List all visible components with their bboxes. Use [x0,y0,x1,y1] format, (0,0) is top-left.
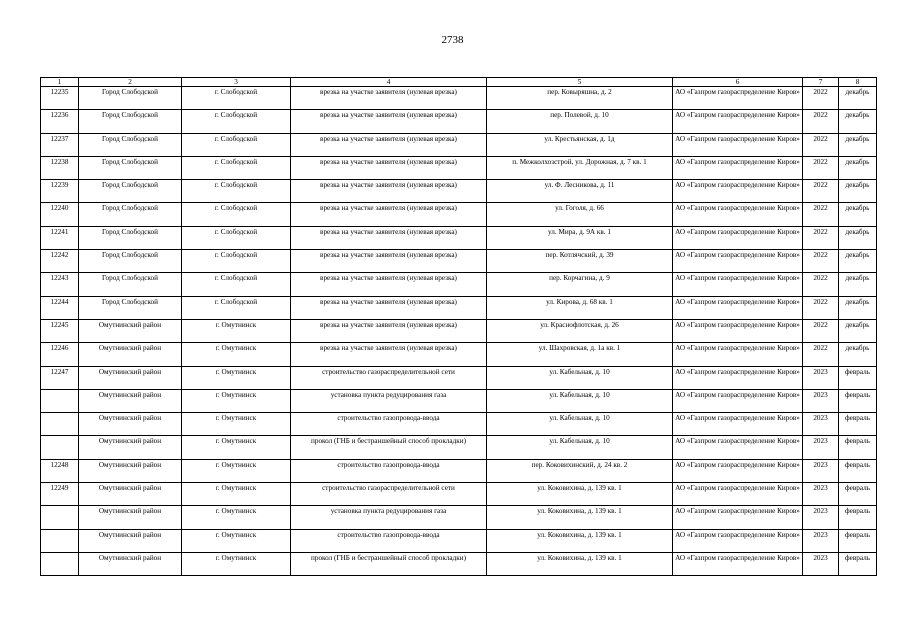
settlement-cell: г. Слободской [182,226,291,249]
organization-cell: АО «Газпром газораспределение Киров» [673,319,803,342]
month-cell: февраль [839,506,877,529]
organization-cell: АО «Газпром газораспределение Киров» [673,156,803,179]
column-number: 5 [487,78,673,87]
settlement-cell: г. Омутнинск [182,483,291,506]
table-row [41,87,877,110]
column-number: 6 [673,78,803,87]
organization-cell: АО «Газпром газораспределение Киров» [673,226,803,249]
municipality-cell: Город Слободской [79,133,182,156]
table-row [41,483,877,506]
settlement-cell: г. Омутнинск [182,459,291,482]
work-type-cell: установка пункта редуцирования газа [291,506,487,529]
municipality-cell: Город Слободской [79,250,182,273]
organization-cell: АО «Газпром газораспределение Киров» [673,110,803,133]
record-number-cell: 12239 [41,180,79,203]
year-cell: 2022 [803,156,839,179]
year-cell: 2022 [803,133,839,156]
record-number-cell [41,436,79,459]
table-row [41,273,877,296]
column-number: 1 [41,78,79,87]
municipality-cell: Омутнинский район [79,552,182,575]
table-row [41,296,877,319]
address-cell: пер. Корчагина, д. 9 [487,273,673,296]
column-number: 7 [803,78,839,87]
work-type-cell: врезка на участке заявителя (нулевая врезка) [291,110,487,133]
organization-cell: АО «Газпром газораспределение Киров» [673,87,803,110]
settlement-cell: г. Слободской [182,250,291,273]
organization-cell: АО «Газпром газораспределение Киров» [673,436,803,459]
year-cell: 2022 [803,203,839,226]
month-cell: февраль [839,366,877,389]
table-row [41,529,877,552]
municipality-cell: Город Слободской [79,273,182,296]
work-type-cell: строительство газопровода-ввода [291,459,487,482]
table-row [41,110,877,133]
record-number-cell: 12247 [41,366,79,389]
column-number: 2 [79,78,182,87]
month-cell: февраль [839,552,877,575]
address-cell: ул. Кабельная, д. 10 [487,366,673,389]
page-number: 2738 [441,34,464,46]
table-row [41,459,877,482]
municipality-cell: Город Слободской [79,296,182,319]
year-cell: 2022 [803,250,839,273]
municipality-cell: Омутнинский район [79,319,182,342]
month-cell: декабрь [839,133,877,156]
record-number-cell [41,529,79,552]
settlement-cell: г. Слободской [182,273,291,296]
work-type-cell: врезка на участке заявителя (нулевая врезка) [291,319,487,342]
table-row [41,250,877,273]
table-row [41,133,877,156]
settlement-cell: г. Слободской [182,133,291,156]
address-cell: ул. Коковихина, д. 139 кв. 1 [487,529,673,552]
register-table [40,77,877,576]
settlement-cell: г. Слободской [182,87,291,110]
year-cell: 2022 [803,273,839,296]
year-cell: 2022 [803,319,839,342]
year-cell: 2022 [803,180,839,203]
year-cell: 2022 [803,87,839,110]
settlement-cell: г. Омутнинск [182,389,291,412]
year-cell: 2022 [803,110,839,133]
record-number-cell: 12237 [41,133,79,156]
record-number-cell: 12249 [41,483,79,506]
settlement-cell: г. Слободской [182,180,291,203]
month-cell: декабрь [839,226,877,249]
work-type-cell: врезка на участке заявителя (нулевая врезка) [291,226,487,249]
record-number-cell: 12238 [41,156,79,179]
address-cell: ул. Шахровская, д. 1а кв. 1 [487,343,673,366]
settlement-cell: г. Омутнинск [182,319,291,342]
address-cell: ул. Краснофлотская, д. 26 [487,319,673,342]
organization-cell: АО «Газпром газораспределение Киров» [673,180,803,203]
address-cell: пер. Коковихинский, д. 24 кв. 2 [487,459,673,482]
organization-cell: АО «Газпром газораспределение Киров» [673,273,803,296]
table-row [41,552,877,575]
record-number-cell: 12236 [41,110,79,133]
year-cell: 2023 [803,436,839,459]
record-number-cell: 12242 [41,250,79,273]
table-row [41,436,877,459]
record-number-cell: 12245 [41,319,79,342]
record-number-cell [41,552,79,575]
settlement-cell: г. Слободской [182,156,291,179]
month-cell: февраль [839,389,877,412]
work-type-cell: врезка на участке заявителя (нулевая врезка) [291,343,487,366]
address-cell: ул. Кабельная, д. 10 [487,389,673,412]
work-type-cell: врезка на участке заявителя (нулевая врезка) [291,296,487,319]
year-cell: 2023 [803,483,839,506]
settlement-cell: г. Омутнинск [182,552,291,575]
municipality-cell: Омутнинский район [79,506,182,529]
record-number-cell: 12248 [41,459,79,482]
organization-cell: АО «Газпром газораспределение Киров» [673,133,803,156]
address-cell: ул. Ф. Лесникова, д. 11 [487,180,673,203]
column-number: 4 [291,78,487,87]
municipality-cell: Омутнинский район [79,366,182,389]
record-number-cell: 12243 [41,273,79,296]
address-cell: пер. Ковыряшна, д. 2 [487,87,673,110]
organization-cell: АО «Газпром газораспределение Киров» [673,296,803,319]
record-number-cell: 12240 [41,203,79,226]
month-cell: декабрь [839,87,877,110]
month-cell: декабрь [839,203,877,226]
address-cell: ул. Кабельная, д. 10 [487,413,673,436]
year-cell: 2023 [803,389,839,412]
month-cell: февраль [839,459,877,482]
work-type-cell: врезка на участке заявителя (нулевая врезка) [291,203,487,226]
settlement-cell: г. Слободской [182,110,291,133]
year-cell: 2022 [803,343,839,366]
organization-cell: АО «Газпром газораспределение Киров» [673,506,803,529]
month-cell: февраль [839,483,877,506]
organization-cell: АО «Газпром газораспределение Киров» [673,413,803,436]
month-cell: февраль [839,413,877,436]
address-cell: ул. Гоголя, д. 66 [487,203,673,226]
work-type-cell: прокол (ГНБ и бестраншейный способ прокладки) [291,436,487,459]
municipality-cell: Омутнинский район [79,413,182,436]
settlement-cell: г. Омутнинск [182,529,291,552]
table-row [41,389,877,412]
column-number-row [41,78,877,87]
municipality-cell: Омутнинский район [79,436,182,459]
municipality-cell: Омутнинский район [79,389,182,412]
work-type-cell: установка пункта редуцирования газа [291,389,487,412]
municipality-cell: Город Слободской [79,87,182,110]
address-cell: ул. Крестьянская, д. 1д [487,133,673,156]
municipality-cell: Омутнинский район [79,459,182,482]
organization-cell: АО «Газпром газораспределение Киров» [673,343,803,366]
work-type-cell: врезка на участке заявителя (нулевая врезка) [291,273,487,296]
month-cell: декабрь [839,250,877,273]
address-cell: ул. Коковихина, д. 139 кв. 1 [487,506,673,529]
table-row [41,413,877,436]
table-row [41,180,877,203]
municipality-cell: Омутнинский район [79,529,182,552]
month-cell: декабрь [839,319,877,342]
settlement-cell: г. Омутнинск [182,366,291,389]
register-table-body [41,78,877,576]
settlement-cell: г. Омутнинск [182,413,291,436]
work-type-cell: строительство газораспределительной сети [291,366,487,389]
address-cell: п. Межколхозстрой, ул. Дорожная, д. 7 кв. 1 [487,156,673,179]
table-row [41,156,877,179]
record-number-cell [41,413,79,436]
address-cell: пер. Котлячский, д. 39 [487,250,673,273]
organization-cell: АО «Газпром газораспределение Киров» [673,483,803,506]
address-cell: ул. Мира, д. 9А кв. 1 [487,226,673,249]
month-cell: декабрь [839,180,877,203]
work-type-cell: врезка на участке заявителя (нулевая врезка) [291,180,487,203]
table-row [41,319,877,342]
year-cell: 2022 [803,296,839,319]
table-row [41,343,877,366]
organization-cell: АО «Газпром газораспределение Киров» [673,529,803,552]
month-cell: декабрь [839,273,877,296]
year-cell: 2023 [803,552,839,575]
year-cell: 2023 [803,366,839,389]
month-cell: февраль [839,529,877,552]
table-row [41,366,877,389]
month-cell: февраль [839,436,877,459]
address-cell: пер. Полевой, д. 10 [487,110,673,133]
settlement-cell: г. Слободской [182,203,291,226]
municipality-cell: Город Слободской [79,203,182,226]
work-type-cell: врезка на участке заявителя (нулевая врезка) [291,156,487,179]
work-type-cell: строительство газопровода-ввода [291,413,487,436]
organization-cell: АО «Газпром газораспределение Киров» [673,203,803,226]
record-number-cell: 12235 [41,87,79,110]
municipality-cell: Город Слободской [79,110,182,133]
organization-cell: АО «Газпром газораспределение Киров» [673,389,803,412]
work-type-cell: строительство газопровода-ввода [291,529,487,552]
record-number-cell: 12241 [41,226,79,249]
work-type-cell: врезка на участке заявителя (нулевая врезка) [291,133,487,156]
municipality-cell: Город Слободской [79,156,182,179]
column-number: 8 [839,78,877,87]
record-number-cell: 12246 [41,343,79,366]
work-type-cell: врезка на участке заявителя (нулевая врезка) [291,87,487,110]
address-cell: ул. Кабельная, д. 10 [487,436,673,459]
settlement-cell: г. Омутнинск [182,343,291,366]
month-cell: декабрь [839,296,877,319]
month-cell: декабрь [839,110,877,133]
table-row [41,226,877,249]
address-cell: ул. Кирова, д. 68 кв. 1 [487,296,673,319]
column-number: 3 [182,78,291,87]
table-row [41,203,877,226]
work-type-cell: строительство газораспределительной сети [291,483,487,506]
settlement-cell: г. Омутнинск [182,506,291,529]
organization-cell: АО «Газпром газораспределение Киров» [673,459,803,482]
organization-cell: АО «Газпром газораспределение Киров» [673,250,803,273]
municipality-cell: Город Слободской [79,180,182,203]
year-cell: 2023 [803,506,839,529]
organization-cell: АО «Газпром газораспределение Киров» [673,366,803,389]
organization-cell: АО «Газпром газораспределение Киров» [673,552,803,575]
work-type-cell: прокол (ГНБ и бестраншейный способ прокладки) [291,552,487,575]
year-cell: 2023 [803,459,839,482]
month-cell: декабрь [839,343,877,366]
municipality-cell: Город Слободской [79,226,182,249]
year-cell: 2023 [803,413,839,436]
settlement-cell: г. Слободской [182,296,291,319]
address-cell: ул. Коковихина, д. 139 кв. 1 [487,483,673,506]
municipality-cell: Омутнинский район [79,483,182,506]
address-cell: ул. Коковихина, д. 139 кв. 1 [487,552,673,575]
record-number-cell [41,389,79,412]
year-cell: 2022 [803,226,839,249]
work-type-cell: врезка на участке заявителя (нулевая врезка) [291,250,487,273]
municipality-cell: Омутнинский район [79,343,182,366]
table-row [41,506,877,529]
record-number-cell: 12244 [41,296,79,319]
month-cell: декабрь [839,156,877,179]
settlement-cell: г. Омутнинск [182,436,291,459]
record-number-cell [41,506,79,529]
year-cell: 2023 [803,529,839,552]
